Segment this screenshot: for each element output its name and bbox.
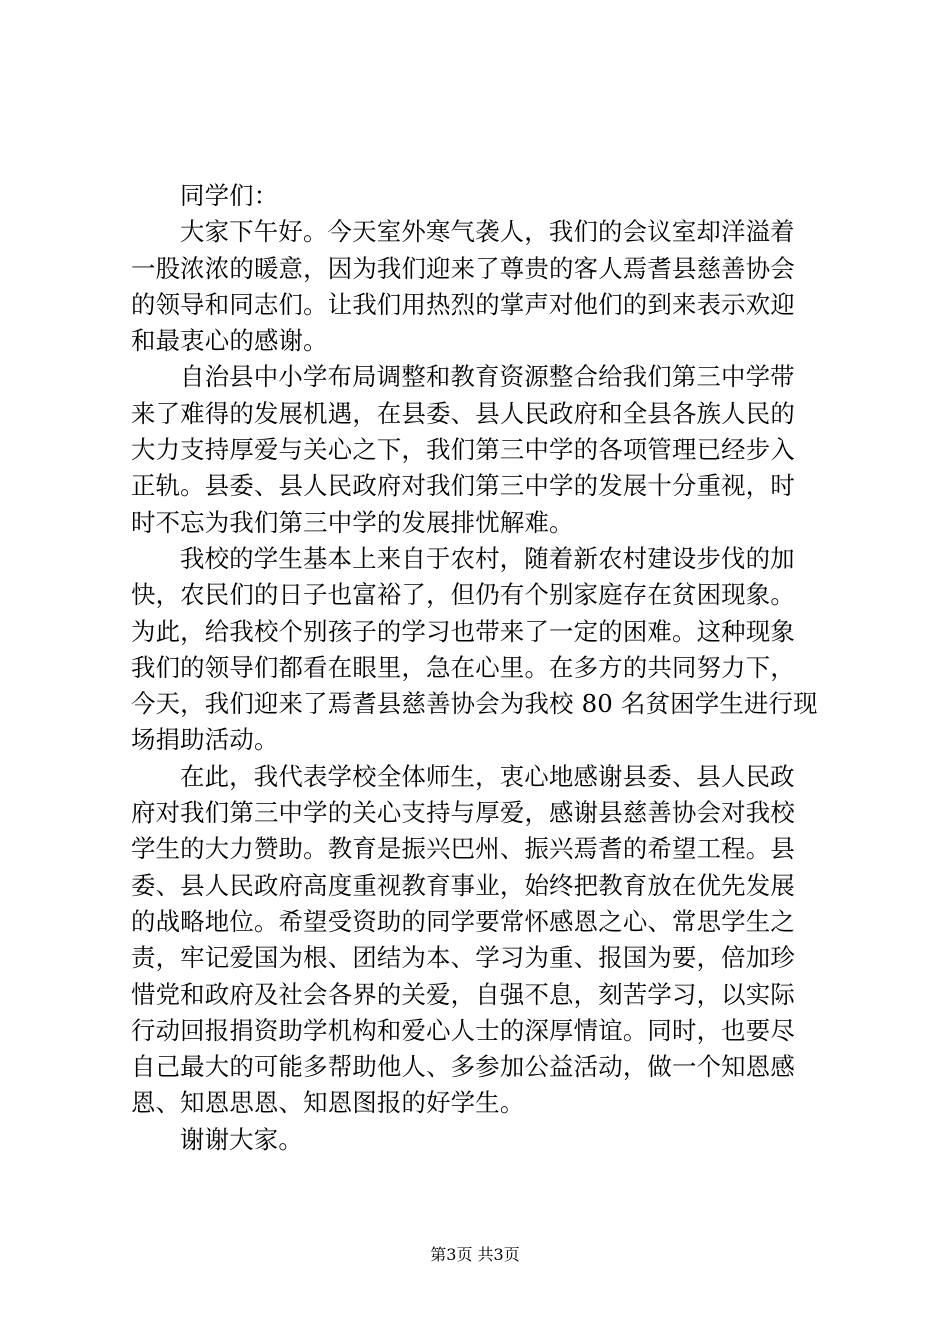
- paragraph-4-line: 自己最大的可能多帮助他人、多参加公益活动，做一个知恩感: [131, 1052, 795, 1082]
- paragraph-2-line: 自治县中小学布局调整和教育资源整合给我们第三中学带: [180, 362, 795, 392]
- paragraph-4-line: 府对我们第三中学的关心支持与厚爱，感谢县慈善协会对我校: [131, 798, 795, 828]
- paragraph-1-line: 大家下午好。今天室外寒气袭人，我们的会议室却洋溢着: [180, 217, 795, 247]
- paragraph-3-line: 我们的领导们都看在眼里，急在心里。在多方的共同努力下，: [131, 652, 795, 682]
- paragraph-4-line: 在此，我代表学校全体师生，衷心地感谢县委、县人民政: [180, 761, 795, 791]
- paragraph-4-line: 行动回报捐资助学机构和爱心人士的深厚情谊。同时，也要尽: [131, 1015, 795, 1045]
- paragraph-3-line: 场捐助活动。: [131, 725, 279, 755]
- paragraph-4-line: 的战略地位。希望受资助的同学要常怀感恩之心、常思学生之: [131, 906, 795, 936]
- paragraph-3-line: 今天，我们迎来了焉耆县慈善协会为我校 80 名贫困学生进行现: [131, 689, 818, 719]
- paragraph-1-line: 一股浓浓的暖意，因为我们迎来了尊贵的客人焉耆县慈善协会: [131, 253, 795, 283]
- paragraph-4-line: 恩、知恩思恩、知恩图报的好学生。: [131, 1088, 525, 1118]
- salutation: 同学们：: [180, 181, 279, 210]
- paragraph-1-line: 和最衷心的感谢。: [131, 326, 328, 356]
- document-body: [131, 178, 817, 1158]
- paragraph-4-line: 学生的大力赞助。教育是振兴巴州、振兴焉耆的希望工程。县: [131, 834, 795, 864]
- paragraph-2-line: 时不忘为我们第三中学的发展排忧解难。: [131, 507, 574, 537]
- paragraph-3-line: 快，农民们的日子也富裕了，但仍有个别家庭存在贫困现象。: [131, 580, 795, 610]
- closing-line: 谢谢大家。: [180, 1124, 303, 1154]
- paragraph-2-line: 正轨。县委、县人民政府对我们第三中学的发展十分重视，时: [131, 471, 795, 501]
- paragraph-3-line: 为此，给我校个别孩子的学习也带来了一定的困难。这种现象: [131, 616, 795, 646]
- paragraph-1-line: 的领导和同志们。让我们用热烈的掌声对他们的到来表示欢迎: [131, 289, 795, 319]
- paragraph-2-line: 来了难得的发展机遇，在县委、县人民政府和全县各族人民的: [131, 398, 795, 428]
- paragraph-3-line: 我校的学生基本上来自于农村，随着新农村建设步伐的加: [180, 543, 795, 573]
- paragraph-4-line: 委、县人民政府高度重视教育事业，始终把教育放在优先发展: [131, 870, 795, 900]
- paragraph-4-line: 惜党和政府及社会各界的关爱，自强不息，刻苦学习，以实际: [131, 979, 795, 1009]
- page-number: 第3页 共3页: [430, 1245, 520, 1264]
- paragraph-2-line: 大力支持厚爱与关心之下，我们第三中学的各项管理已经步入: [131, 435, 795, 465]
- paragraph-4-line: 责，牢记爱国为根、团结为本、学习为重、报国为要，倍加珍: [131, 943, 795, 973]
